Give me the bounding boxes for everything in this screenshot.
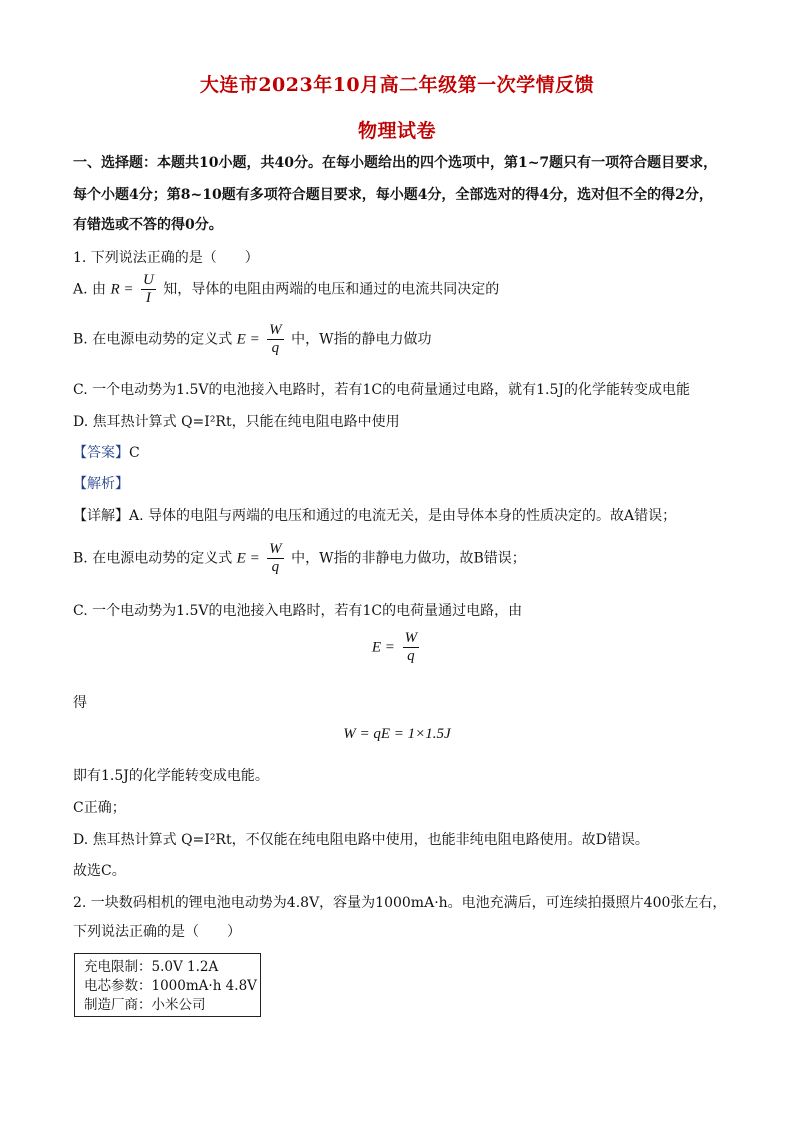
derive-word: 得 (73, 695, 87, 711)
detail-a: 【详解】A. 导体的电阻与两端的电压和通过的电流无关，是由导体本身的性质决定的。故A错误； (73, 508, 677, 524)
detail-c-correct: C正确； (73, 800, 126, 816)
exam-title: 大连市2023年10月高二年级第一次学情反馈 (199, 74, 595, 96)
question-1-option-a: A. 由 R = $\frac{U}{I}$ 知，导体的电阻由两端的电压和通过的电流共同决定的 (73, 272, 500, 306)
formula-lhs: E = (236, 331, 260, 348)
fraction: $\frac{W}{q}$ (269, 322, 282, 356)
detail-c: C. 一个电动势为1.5V的电池接入电路时，若有1C的电荷量通过电路，由 (73, 603, 523, 619)
question-2-stem-line-2: 下列说法正确的是（ ） (73, 924, 241, 940)
exam-subtitle: 物理试卷 (357, 120, 436, 142)
battery-label-box (74, 953, 261, 1017)
conclusion: 故选C。 (73, 863, 126, 879)
answer-value: C (129, 445, 140, 461)
formula-lhs: E = (236, 550, 260, 567)
battery-cell-params: 电芯参数：1000mA·h 4.8V (84, 978, 257, 994)
battery-charge-limit: 充电限制：5.0V 1.2A (84, 959, 219, 975)
fraction: $\frac{W}{q}$ (269, 541, 282, 575)
detail-tag: 【详解】 (73, 508, 129, 524)
question-2-stem-line-1: 2. 一块数码相机的锂电池电动势为4.8V，容量为1000mA·h。电池充满后，可连续拍摄照片400张左右， (73, 895, 727, 911)
section-instructions-line-3: 有错选或不答的得0分。 (73, 217, 223, 233)
fraction: $\frac{U}{I}$ (142, 272, 154, 306)
question-1-option-d: D. 焦耳热计算式 Q=I²Rt，只能在纯电阻电路中使用 (73, 414, 400, 430)
detail-b: B. 在电源电动势的定义式 E = $\frac{W}{q}$ 中，W指的非静电力做功，故B错误； (73, 541, 526, 575)
section-instructions-line-1: 一、选择题：本题共10小题，共40分。在每小题给出的四个选项中，第1~7题只有一项符合题目要求， (73, 155, 718, 171)
battery-manufacturer: 制造厂商：小米公司 (84, 997, 206, 1013)
section-instructions-line-2: 每个小题4分；第8~10题有多项符合题目要求，每小题4分，全部选对的得4分，选对但不全的得2分， (73, 187, 713, 203)
analysis-tag: 【解析】 (73, 476, 129, 492)
answer-line (73, 442, 140, 462)
detail-c-result: 即有1.5J的化学能转变成电能。 (73, 768, 269, 784)
formula-lhs: R = (110, 281, 134, 298)
question-1-option-b: B. 在电源电动势的定义式 E = $\frac{W}{q}$ 中，W指的静电力做功 (73, 322, 432, 356)
fraction: $\frac{W}{q}$ (404, 630, 418, 664)
detail-d: D. 焦耳热计算式 Q=I²Rt，不仅能在纯电阻电路中使用，也能非纯电阻电路使用。故D错误。 (73, 832, 649, 848)
question-1-stem: 1. 下列说法正确的是（ ） (73, 250, 259, 266)
equation-emf: E = $\frac{W}{q}$ (371, 630, 418, 664)
equation-work: W = qE = 1×1.5J (343, 726, 451, 742)
question-1-option-c: C. 一个电动势为1.5V的电池接入电路时，若有1C的电荷量通过电路，就有1.5J的化学能转变成电能 (73, 382, 690, 398)
answer-tag: 【答案】 (73, 445, 129, 461)
